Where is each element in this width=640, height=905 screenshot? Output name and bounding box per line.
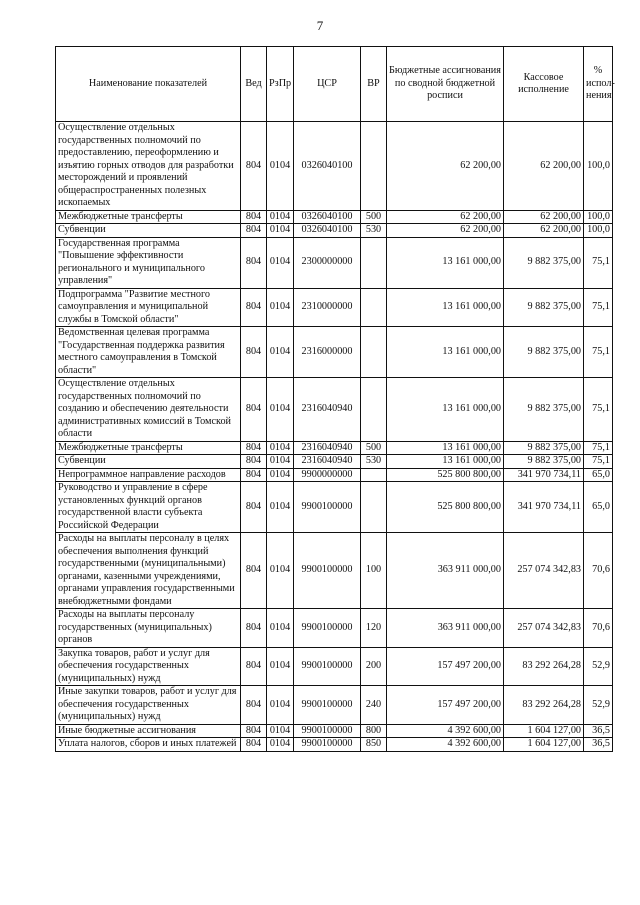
- row-pct: 100,0: [584, 224, 613, 238]
- row-vr: 500: [361, 210, 387, 224]
- row-rzpr: 0104: [267, 468, 294, 482]
- row-assigned: 13 161 000,00: [387, 327, 504, 378]
- table-row: [56, 468, 613, 482]
- row-rzpr: 0104: [267, 210, 294, 224]
- row-vr: [361, 468, 387, 482]
- table-row: [56, 647, 613, 686]
- row-csr: 9900100000: [294, 482, 361, 533]
- row-pct: 70,6: [584, 533, 613, 609]
- row-rzpr: 0104: [267, 122, 294, 211]
- row-pct: 75,1: [584, 327, 613, 378]
- row-cash: 1 604 127,00: [504, 724, 584, 738]
- row-vr: [361, 122, 387, 211]
- row-assigned: 62 200,00: [387, 224, 504, 238]
- row-vr: [361, 288, 387, 327]
- table-row: [56, 210, 613, 224]
- row-assigned: 13 161 000,00: [387, 288, 504, 327]
- header-vr: ВР: [361, 47, 387, 122]
- budget-execution-table: [55, 46, 613, 752]
- row-name: Осуществление отдельных государственных полномочий по предоставлению, переоформлению и изъятию горных отводов для разработки месторождений и проявлений общераспространенных полезных ископаемых: [56, 122, 241, 211]
- row-name: Расходы на выплаты персоналу в целях обеспечения выполнения функций государственными (муниципальными) органами, казенными учреждениями, органами управления государственными внебюджетными фондами: [56, 533, 241, 609]
- row-vr: [361, 327, 387, 378]
- row-cash: 62 200,00: [504, 122, 584, 211]
- row-name: Межбюджетные трансферты: [56, 441, 241, 455]
- table-row: [56, 327, 613, 378]
- row-ved: 804: [241, 609, 267, 648]
- row-vr: 240: [361, 686, 387, 725]
- row-ved: 804: [241, 224, 267, 238]
- table-row: [56, 533, 613, 609]
- row-csr: 2316040940: [294, 455, 361, 469]
- row-csr: 9900100000: [294, 724, 361, 738]
- table-row: [56, 288, 613, 327]
- row-cash: 83 292 264,28: [504, 647, 584, 686]
- row-csr: 9900000000: [294, 468, 361, 482]
- row-pct: 75,1: [584, 455, 613, 469]
- row-pct: 100,0: [584, 210, 613, 224]
- row-assigned: 13 161 000,00: [387, 378, 504, 442]
- row-assigned: 62 200,00: [387, 122, 504, 211]
- row-ved: 804: [241, 327, 267, 378]
- row-cash: 9 882 375,00: [504, 455, 584, 469]
- row-pct: 52,9: [584, 686, 613, 725]
- row-assigned: 62 200,00: [387, 210, 504, 224]
- header-name: Наименование показателей: [56, 47, 241, 122]
- row-pct: 65,0: [584, 468, 613, 482]
- row-name: Ведомственная целевая программа "Государственная поддержка развития местного самоуправления в Томской области": [56, 327, 241, 378]
- row-pct: 75,1: [584, 288, 613, 327]
- row-csr: 9900100000: [294, 609, 361, 648]
- row-rzpr: 0104: [267, 609, 294, 648]
- row-ved: 804: [241, 237, 267, 288]
- row-cash: 9 882 375,00: [504, 288, 584, 327]
- header-csr: ЦСР: [294, 47, 361, 122]
- row-name: Осуществление отдельных государственных полномочий по созданию и обеспечению деятельности административных комиссий в Томской области: [56, 378, 241, 442]
- row-name: Непрограммное направление расходов: [56, 468, 241, 482]
- table-row: [56, 122, 613, 211]
- row-vr: [361, 482, 387, 533]
- row-pct: 65,0: [584, 482, 613, 533]
- row-name: Субвенции: [56, 224, 241, 238]
- row-rzpr: 0104: [267, 224, 294, 238]
- row-rzpr: 0104: [267, 237, 294, 288]
- row-ved: 804: [241, 482, 267, 533]
- row-vr: 800: [361, 724, 387, 738]
- row-csr: 2310000000: [294, 288, 361, 327]
- row-cash: 62 200,00: [504, 224, 584, 238]
- table-row: [56, 482, 613, 533]
- row-pct: 75,1: [584, 237, 613, 288]
- row-rzpr: 0104: [267, 327, 294, 378]
- row-vr: 120: [361, 609, 387, 648]
- row-assigned: 13 161 000,00: [387, 455, 504, 469]
- row-name: Иные бюджетные ассигнования: [56, 724, 241, 738]
- row-assigned: 363 911 000,00: [387, 533, 504, 609]
- row-vr: [361, 378, 387, 442]
- header-ved: Вед: [241, 47, 267, 122]
- row-assigned: 4 392 600,00: [387, 738, 504, 752]
- table-row: [56, 609, 613, 648]
- row-cash: 9 882 375,00: [504, 441, 584, 455]
- table-row: [56, 441, 613, 455]
- row-csr: 9900100000: [294, 533, 361, 609]
- row-name: Руководство и управление в сфере установленных функций органов государственной власти субъекта Российской Федерации: [56, 482, 241, 533]
- table-row: [56, 455, 613, 469]
- row-name: Расходы на выплаты персоналу государственных (муниципальных) органов: [56, 609, 241, 648]
- row-cash: 257 074 342,83: [504, 609, 584, 648]
- row-csr: 2316040940: [294, 441, 361, 455]
- row-assigned: 13 161 000,00: [387, 237, 504, 288]
- row-rzpr: 0104: [267, 288, 294, 327]
- header-assigned: Бюджетные ассигнования по сводной бюджетной росписи: [387, 47, 504, 122]
- row-vr: 100: [361, 533, 387, 609]
- table-row: [56, 378, 613, 442]
- row-csr: 9900100000: [294, 738, 361, 752]
- row-rzpr: 0104: [267, 441, 294, 455]
- row-cash: 9 882 375,00: [504, 327, 584, 378]
- row-ved: 804: [241, 378, 267, 442]
- row-name: Иные закупки товаров, работ и услуг для обеспечения государственных (муниципальных) нужд: [56, 686, 241, 725]
- row-rzpr: 0104: [267, 686, 294, 725]
- row-vr: [361, 237, 387, 288]
- row-ved: 804: [241, 686, 267, 725]
- row-csr: 0326040100: [294, 122, 361, 211]
- row-name: Государственная программа "Повышение эффективности регионального и муниципального управления": [56, 237, 241, 288]
- row-name: Подпрограмма "Развитие местного самоуправления и муниципальной службы в Томской области": [56, 288, 241, 327]
- row-pct: 70,6: [584, 609, 613, 648]
- row-rzpr: 0104: [267, 724, 294, 738]
- row-rzpr: 0104: [267, 378, 294, 442]
- row-ved: 804: [241, 533, 267, 609]
- table-row: [56, 237, 613, 288]
- row-assigned: 363 911 000,00: [387, 609, 504, 648]
- row-cash: 341 970 734,11: [504, 482, 584, 533]
- row-rzpr: 0104: [267, 533, 294, 609]
- row-csr: 0326040100: [294, 210, 361, 224]
- row-assigned: 525 800 800,00: [387, 482, 504, 533]
- row-vr: 200: [361, 647, 387, 686]
- row-cash: 257 074 342,83: [504, 533, 584, 609]
- row-vr: 850: [361, 738, 387, 752]
- row-assigned: 157 497 200,00: [387, 686, 504, 725]
- row-ved: 804: [241, 441, 267, 455]
- table-row: [56, 686, 613, 725]
- row-csr: 2316000000: [294, 327, 361, 378]
- row-cash: 341 970 734,11: [504, 468, 584, 482]
- row-pct: 36,5: [584, 724, 613, 738]
- row-ved: 804: [241, 122, 267, 211]
- row-csr: 9900100000: [294, 647, 361, 686]
- row-csr: 2316040940: [294, 378, 361, 442]
- row-rzpr: 0104: [267, 455, 294, 469]
- row-cash: 9 882 375,00: [504, 237, 584, 288]
- header-cash: Кассовое исполнение: [504, 47, 584, 122]
- row-ved: 804: [241, 647, 267, 686]
- row-cash: 62 200,00: [504, 210, 584, 224]
- row-pct: 36,5: [584, 738, 613, 752]
- page-number: 7: [316, 18, 324, 33]
- table-row: [56, 224, 613, 238]
- row-vr: 530: [361, 455, 387, 469]
- row-assigned: 525 800 800,00: [387, 468, 504, 482]
- row-pct: 100,0: [584, 122, 613, 211]
- row-assigned: 13 161 000,00: [387, 441, 504, 455]
- row-csr: 2300000000: [294, 237, 361, 288]
- header-rzpr: РзПр: [267, 47, 294, 122]
- row-ved: 804: [241, 210, 267, 224]
- row-pct: 52,9: [584, 647, 613, 686]
- row-ved: 804: [241, 455, 267, 469]
- row-vr: 530: [361, 224, 387, 238]
- row-assigned: 4 392 600,00: [387, 724, 504, 738]
- table-header-row: [56, 47, 613, 122]
- header-pct: % испол-нения: [584, 47, 613, 122]
- row-rzpr: 0104: [267, 738, 294, 752]
- row-ved: 804: [241, 724, 267, 738]
- row-vr: 500: [361, 441, 387, 455]
- row-pct: 75,1: [584, 441, 613, 455]
- row-name: Субвенции: [56, 455, 241, 469]
- row-rzpr: 0104: [267, 482, 294, 533]
- row-ved: 804: [241, 738, 267, 752]
- row-csr: 0326040100: [294, 224, 361, 238]
- row-csr: 9900100000: [294, 686, 361, 725]
- row-cash: 1 604 127,00: [504, 738, 584, 752]
- row-cash: 9 882 375,00: [504, 378, 584, 442]
- table-row: [56, 738, 613, 752]
- row-name: Межбюджетные трансферты: [56, 210, 241, 224]
- row-name: Закупка товаров, работ и услуг для обеспечения государственных (муниципальных) нужд: [56, 647, 241, 686]
- row-assigned: 157 497 200,00: [387, 647, 504, 686]
- table-row: [56, 724, 613, 738]
- row-ved: 804: [241, 288, 267, 327]
- row-rzpr: 0104: [267, 647, 294, 686]
- row-pct: 75,1: [584, 378, 613, 442]
- row-ved: 804: [241, 468, 267, 482]
- row-name: Уплата налогов, сборов и иных платежей: [56, 738, 241, 752]
- row-cash: 83 292 264,28: [504, 686, 584, 725]
